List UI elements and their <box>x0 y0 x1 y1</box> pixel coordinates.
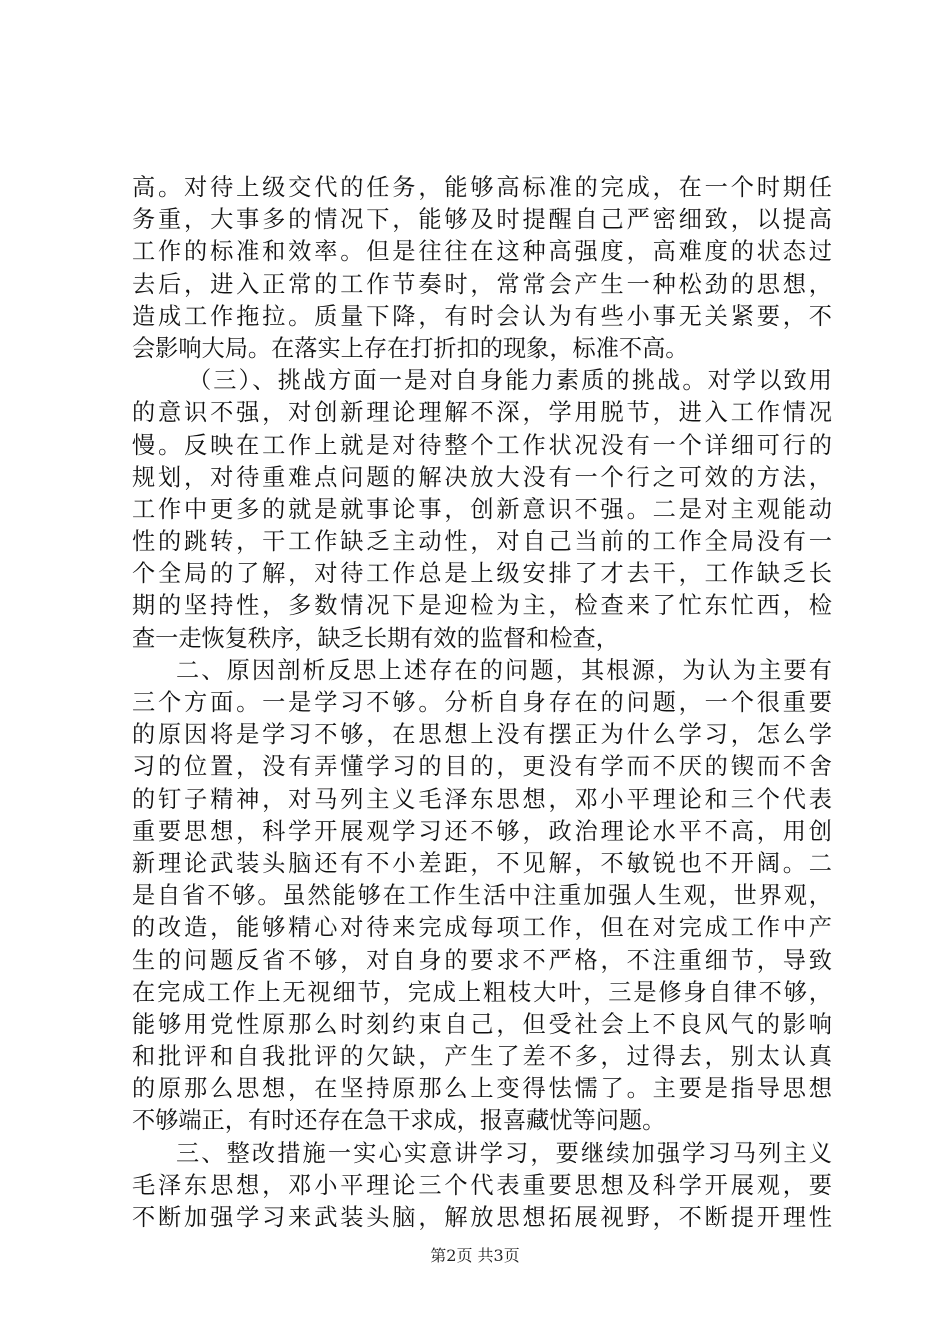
text-line: 毛泽东思想，邓小平理论三个代表重要思想及科学开展观，要 <box>132 1171 832 1199</box>
page-number-footer: 第2页 共3页 <box>430 1246 520 1265</box>
text-line: 慢。反映在工作上就是对待整个工作状况没有一个详细可行的 <box>132 431 832 459</box>
paragraph-start-line: 二、原因剖析反思上述存在的问题，其根源，为认为主要有 <box>176 656 832 684</box>
text-line: 能够用党性原那么时刻约束自己，但受社会上不良风气的影响 <box>132 1010 832 1038</box>
paragraph-start-line: （三）、挑战方面一是对自身能力素质的挑战。对学以致用 <box>188 367 832 395</box>
text-line: 查一走恢复秩序，缺乏长期有效的监督和检查， <box>132 624 619 652</box>
text-line: 期的坚持性，多数情况下是迎检为主，检查来了忙东忙西，检 <box>132 592 832 620</box>
text-line: 新理论武装头脑还有不小差距，不见解，不敏锐也不开阔。二 <box>132 849 832 877</box>
document-body <box>132 172 832 1234</box>
text-line: 的钉子精神，对马列主义毛泽东思想，邓小平理论和三个代表 <box>132 785 832 813</box>
paragraph-start-line: 三、整改措施一实心实意讲学习，要继续加强学习马列主义 <box>176 1139 832 1167</box>
text-line: 造成工作拖拉。质量下降，有时会认为有些小事无关紧要，不 <box>132 302 832 330</box>
text-line: 三个方面。一是学习不够。分析自身存在的问题，一个很重要 <box>132 689 832 716</box>
text-line: 个全局的了解，对待工作总是上级安排了才去干，工作缺乏长 <box>132 560 832 588</box>
text-line: 和批评和自我批评的欠缺，产生了差不多，过得去，别太认真 <box>132 1043 832 1071</box>
text-line: 工作中更多的就是就事论事，创新意识不强。二是对主观能动 <box>132 495 832 523</box>
text-line: 不断加强学习来武装头脑，解放思想拓展视野，不断提开理性 <box>132 1204 832 1231</box>
text-line: 的原那么思想，在坚持原那么上变得怯懦了。主要是指导思想 <box>132 1075 832 1103</box>
text-line: 规划，对待重难点问题的解决放大没有一个行之可效的方法， <box>132 463 832 491</box>
text-line: 不够端正，有时还存在急干求成，报喜藏忧等问题。 <box>132 1107 666 1135</box>
text-line: 高。对待上级交代的任务，能够高标准的完成，在一个时期任 <box>132 174 832 201</box>
text-line: 会影响大局。在落实上存在打折扣的现象，标准不高。 <box>132 334 689 362</box>
text-line: 在完成工作上无视细节，完成上粗枝大叶，三是修身自律不够， <box>132 978 832 1006</box>
text-line: 工作的标准和效率。但是往往在这种高强度，高难度的状态过 <box>132 238 832 266</box>
text-line: 性的跳转，干工作缺乏主动性，对自己当前的工作全局没有一 <box>132 528 832 556</box>
text-line: 的意识不强，对创新理论理解不深，学用脱节，进入工作情况 <box>132 399 832 427</box>
text-line: 务重，大事多的情况下，能够及时提醒自己严密细致，以提高 <box>132 206 832 234</box>
text-line: 重要思想，科学开展观学习还不够，政治理论水平不高，用创 <box>132 817 832 845</box>
text-line: 习的位置，没有弄懂学习的目的，更没有学而不厌的锲而不舍 <box>132 753 832 781</box>
text-line: 的原因将是学习不够，在思想上没有摆正为什么学习，怎么学 <box>132 721 832 749</box>
text-line: 生的问题反省不够，对自身的要求不严格，不注重细节，导致 <box>132 946 832 974</box>
text-line: 去后，进入正常的工作节奏时，常常会产生一种松劲的思想， <box>132 270 832 298</box>
text-line: 是自省不够。虽然能够在工作生活中注重加强人生观，世界观， <box>132 882 832 910</box>
text-line: 的改造，能够精心对待来完成每项工作，但在对完成工作中产 <box>132 914 832 942</box>
